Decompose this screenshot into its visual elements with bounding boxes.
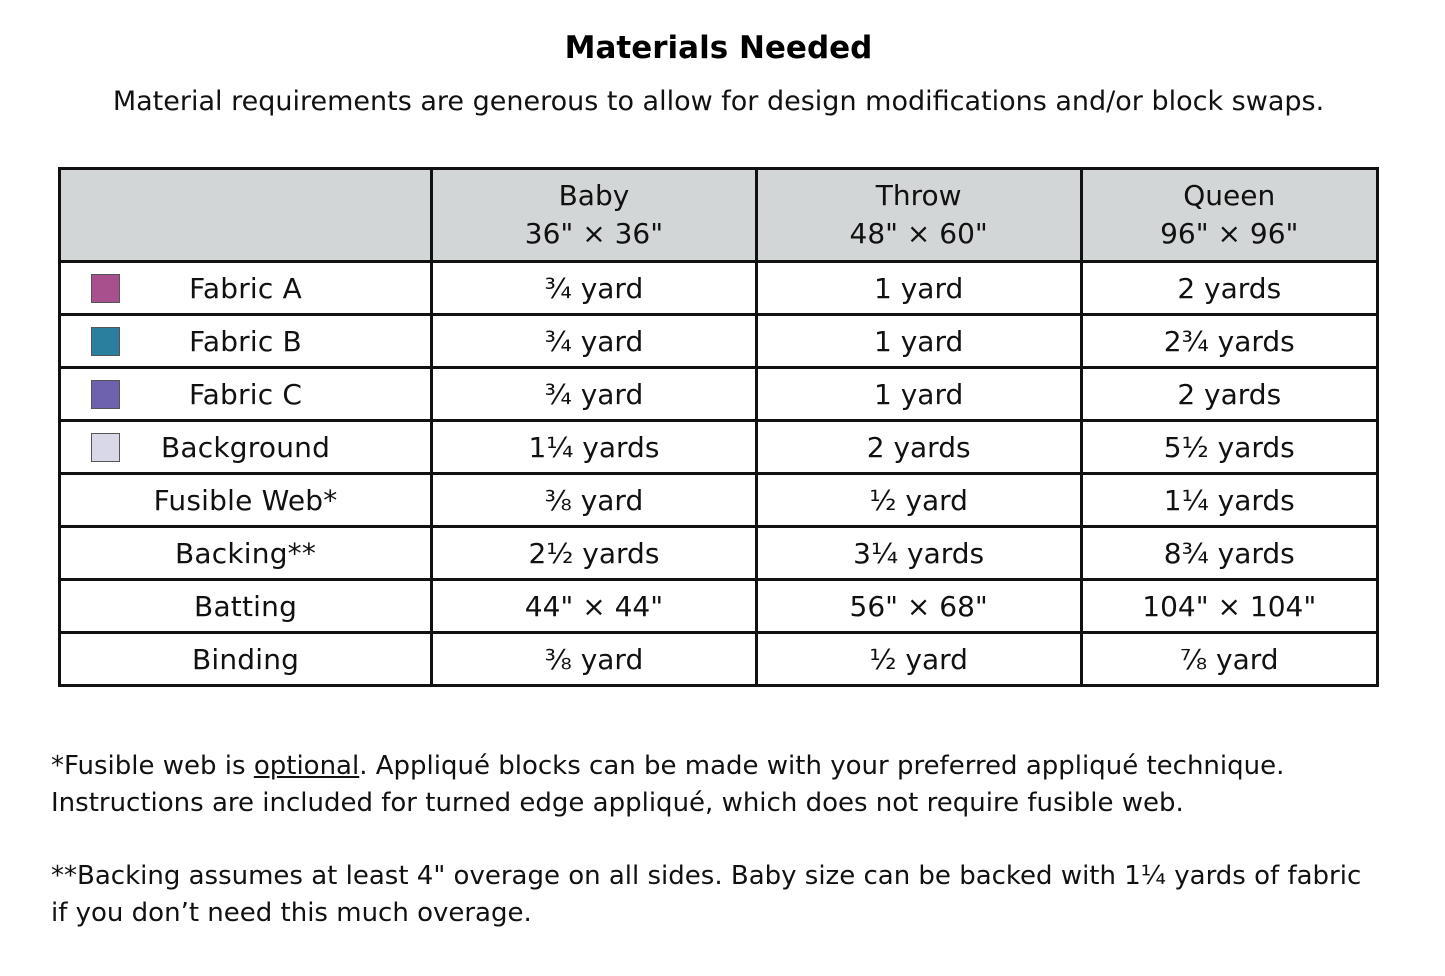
fabric-b-swatch xyxy=(91,327,120,356)
header-baby-size: 36" × 36" xyxy=(524,217,664,250)
footnote-prefix: *Fusible web is xyxy=(51,751,254,781)
row-label: Binding xyxy=(191,642,300,676)
row-label: Fusible Web* xyxy=(153,483,338,517)
baby-cell: 2½ yards xyxy=(432,527,757,580)
throw-cell: 1 yard xyxy=(756,368,1081,421)
background-swatch xyxy=(91,433,120,462)
footnote-rest: . Appliqué blocks can be made with your preferred appliqué technique. xyxy=(359,751,1285,781)
throw-cell: 56" × 68" xyxy=(756,580,1081,633)
queen-cell: 104" × 104" xyxy=(1081,580,1378,633)
row-label-cell xyxy=(60,474,432,527)
baby-cell: ¾ yard xyxy=(432,262,757,315)
baby-cell: ¾ yard xyxy=(432,315,757,368)
row-label-cell xyxy=(60,262,432,315)
footnote-line: Instructions are included for turned edge appliqué, which does not require fusible web. xyxy=(51,788,1184,818)
baby-cell: ¾ yard xyxy=(432,368,757,421)
row-label-cell xyxy=(60,421,432,474)
throw-cell: 1 yard xyxy=(756,315,1081,368)
baby-cell: ⅜ yard xyxy=(432,633,757,686)
throw-cell: 1 yard xyxy=(756,262,1081,315)
queen-cell: 5½ yards xyxy=(1081,421,1378,474)
header-throw-size: 48" × 60" xyxy=(849,217,988,250)
header-baby xyxy=(432,169,757,262)
row-label-cell xyxy=(60,315,432,368)
table-row xyxy=(60,368,1378,421)
footnote-line: if you don’t need this much overage. xyxy=(51,898,532,928)
backing-footnote xyxy=(51,858,1421,932)
table-row xyxy=(60,315,1378,368)
header-queen-name: Queen xyxy=(1183,179,1276,212)
row-label-cell xyxy=(60,527,432,580)
row-label-cell xyxy=(60,368,432,421)
row-label: Fabric A xyxy=(189,271,302,305)
row-label-cell xyxy=(60,580,432,633)
queen-cell: 2¾ yards xyxy=(1081,315,1378,368)
baby-cell: ⅜ yard xyxy=(432,474,757,527)
throw-cell: ½ yard xyxy=(756,633,1081,686)
header-baby-name: Baby xyxy=(558,179,630,212)
header-queen-size: 96" × 96" xyxy=(1160,217,1299,250)
queen-cell: 2 yards xyxy=(1081,368,1378,421)
header-throw xyxy=(756,169,1081,262)
header-queen xyxy=(1081,169,1378,262)
table-header-row xyxy=(60,169,1378,262)
throw-cell: 2 yards xyxy=(756,421,1081,474)
page-subtitle: Material requirements are generous to allow for design modifications and/or block swaps. xyxy=(112,86,1325,117)
header-throw-name: Throw xyxy=(875,179,962,212)
row-label: Fabric C xyxy=(188,377,303,411)
footnote-line: **Backing assumes at least 4" overage on all sides. Baby size can be backed with 1¼ yards of fabric xyxy=(51,861,1362,891)
baby-cell: 1¼ yards xyxy=(432,421,757,474)
row-label: Fabric B xyxy=(189,324,302,358)
throw-cell: ½ yard xyxy=(756,474,1081,527)
row-label: Batting xyxy=(194,589,298,623)
row-label: Background xyxy=(161,430,331,464)
table-row xyxy=(60,527,1378,580)
throw-cell: 3¼ yards xyxy=(756,527,1081,580)
fabric-a-swatch xyxy=(91,274,120,303)
optional-emphasis: optional xyxy=(253,751,360,781)
footnote-line xyxy=(51,748,1421,785)
queen-cell: 8¾ yards xyxy=(1081,527,1378,580)
materials-table xyxy=(58,167,1379,687)
row-label-cell xyxy=(60,633,432,686)
table-row xyxy=(60,262,1378,315)
page-title: Materials Needed xyxy=(564,30,873,66)
table-row xyxy=(60,580,1378,633)
fabric-c-swatch xyxy=(91,380,120,409)
table-row xyxy=(60,633,1378,686)
queen-cell: ⅞ yard xyxy=(1081,633,1378,686)
fusible-web-footnote xyxy=(51,748,1421,822)
queen-cell: 1¼ yards xyxy=(1081,474,1378,527)
header-empty-cell xyxy=(60,169,432,262)
table-row xyxy=(60,474,1378,527)
queen-cell: 2 yards xyxy=(1081,262,1378,315)
baby-cell: 44" × 44" xyxy=(432,580,757,633)
row-label: Backing** xyxy=(175,536,317,570)
table-row xyxy=(60,421,1378,474)
